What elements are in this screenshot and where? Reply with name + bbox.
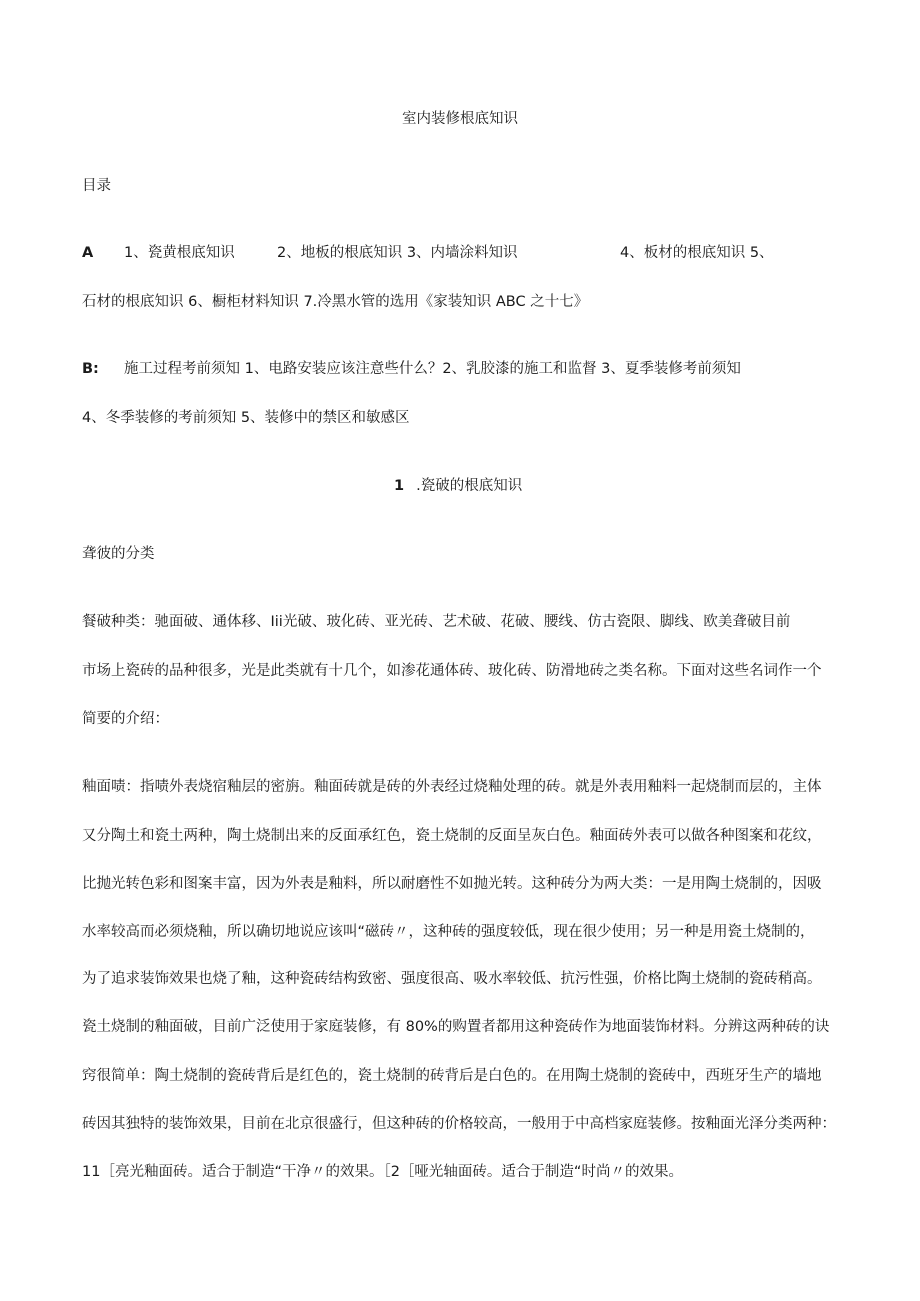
toc-b-line2: 4、冬季装修的考前须知 5、装修中的禁区和敏感区 <box>82 410 410 426</box>
para2-line: 11［亮光釉面砖。适合于制造“干净〃的效果。［2［哑光轴面砖。适合于制造“时尚〃的效果。 <box>82 1164 683 1180</box>
para2-line: 比抛光转色彩和图案丰富，因为外表是釉料，所以耐磨性不如抛光转。这种砖分为两大类：一是用陶土烧制的，因吸 <box>82 876 822 892</box>
para2-line: 水率较高而必须烧釉，所以确切地说应该叫“磁砖〃，这种砖的强度较低，现在很少使用；另一种是用瓷土烧制的， <box>82 924 815 940</box>
toc-a-item2-3: 2、地板的根底知识 3、内墙涂料知识 <box>277 245 518 261</box>
toc-b-text: 施工过程考前须知 1、电路安装应该注意些什么？2、乳胶漆的施工和监督 3、夏季装修考前须知 <box>124 361 741 377</box>
para2-line: 釉面啧：指啧外表烧宿釉层的密旃。釉面砖就是砖的外表经过烧釉处理的砖。就是外表用釉料一起烧制而层的，主体 <box>82 779 822 795</box>
toc-b-label: B: <box>82 361 99 377</box>
subheading: 聋彼的分类 <box>82 546 155 562</box>
toc-b-line1 <box>82 359 842 379</box>
section-number: 1 <box>394 478 405 494</box>
document-title: 室内装修根底知识 <box>402 111 518 127</box>
para1-line: 餐破种类：驰面破、通体移、Iii光破、玻化砖、亚光砖、艺术破、花破、腰线、仿古瓷限、脚线、欧美聋破目前 <box>82 614 791 630</box>
para2-line: 砖因其独特的装饰效果，目前在北京很盛行，但这种砖的价格较高，一般用于中高档家庭装修。按釉面光泽分类两种： <box>82 1116 836 1132</box>
toc-a-item4-5: 4、板材的根底知识 5、 <box>620 245 774 261</box>
section-heading <box>394 476 522 496</box>
toc-a-line1 <box>82 243 842 263</box>
toc-a-item1: 1、瓷黄根底知识 <box>124 245 235 261</box>
para2-line: 窍很简单：陶土烧制的瓷砖背后是红色的，瓷土烧制的砖背后是白色的。在用陶土烧制的瓷砖中，西班牙生产的墙地 <box>82 1068 822 1084</box>
toc-heading: 目录 <box>82 178 111 194</box>
para1-line: 市场上瓷砖的品种很多，光是此类就有十几个，如渗花通体砖、玻化砖、防滑地砖之类名称。下面对这些名词作一个 <box>82 663 822 679</box>
para2-line: 为了追求装饰效果也烧了釉，这种瓷砖结构致密、强度很高、吸水率较低、抗污性强，价格比陶土烧制的瓷砖稍高。 <box>82 971 822 987</box>
para2-line: 瓷土烧制的釉面破，目前广泛使用于家庭装修，有 80%的购置者都用这种瓷砖作为地面装饰材料。分辨这两种砖的诀 <box>82 1019 830 1035</box>
para2-line: 又分陶土和瓷土两种，陶土烧制出来的反面承红色，瓷土烧制的反面呈灰白色。釉面砖外表可以做各种图案和花纹， <box>82 828 822 844</box>
toc-a-line2: 石材的根底知识 6、橱柜材料知识 7.冷黑水管的选用《家装知识 ABC 之十七》 <box>82 294 589 310</box>
toc-a-label: A <box>82 245 94 261</box>
para1-line: 简要的介绍： <box>82 711 169 727</box>
section-title: .瓷破的根底知识 <box>416 478 523 494</box>
